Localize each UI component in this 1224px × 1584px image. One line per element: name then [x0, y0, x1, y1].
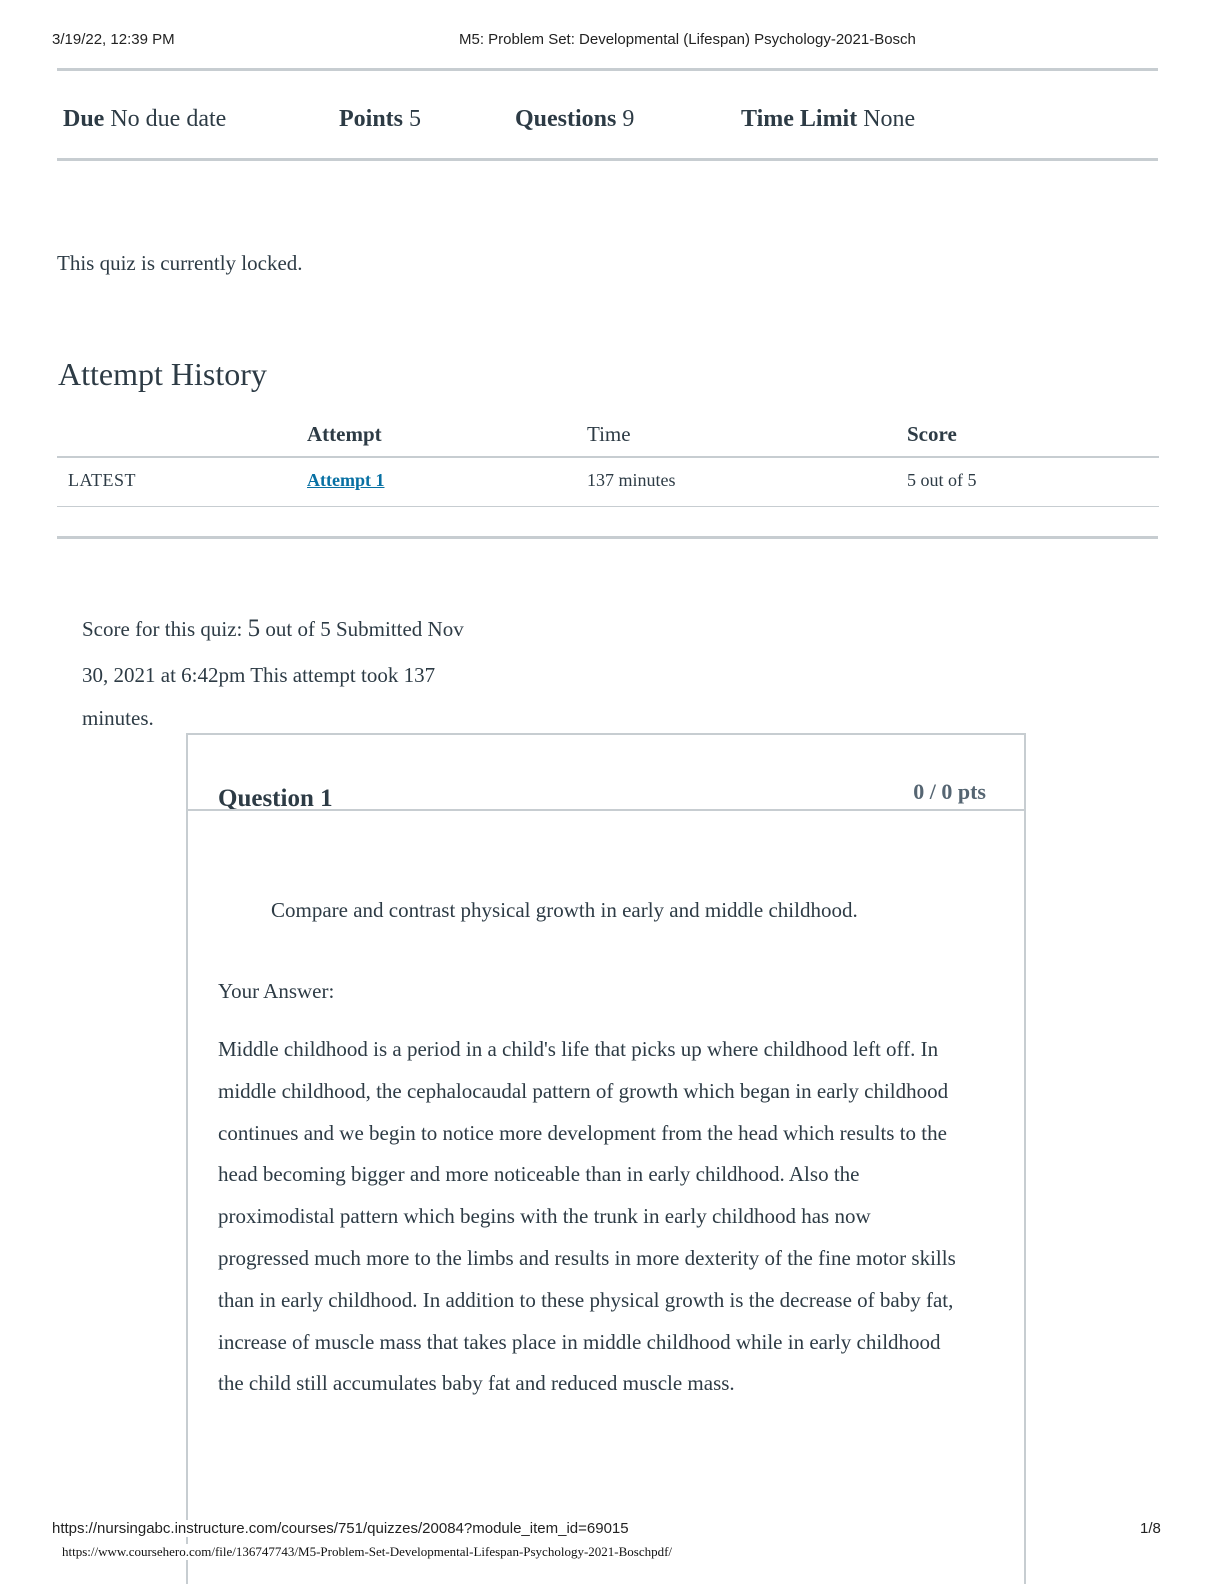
points-label: Points: [339, 106, 404, 132]
meta-bottom-divider: [57, 158, 1158, 161]
print-footer-url: https://nursingabc.instructure.com/courses/751/quizzes/20084?module_item_id=69015: [52, 1520, 629, 1537]
attempt-history-heading: Attempt History: [58, 356, 267, 392]
answer-line: continues and we begin to notice more development from the head which results to the: [218, 1120, 947, 1145]
due-label: Due: [63, 106, 105, 132]
score-prefix: Score for this quiz:: [82, 617, 243, 641]
score-suffix: out of 5 Submitted Nov: [265, 617, 464, 641]
due-value: No due date: [110, 106, 227, 132]
print-title: M5: Problem Set: Developmental (Lifespan) Psychology-2021-Bosch: [459, 31, 916, 48]
answer-line: Middle childhood is a period in a child's life that picks up where childhood left off. In: [218, 1037, 939, 1061]
meta-due: [63, 106, 226, 133]
meta-time-limit: [741, 106, 915, 133]
question-card: [186, 733, 1026, 1584]
points-value: 5: [409, 106, 422, 132]
meta-questions: [515, 106, 634, 133]
answer-line: proximodistal pattern which begins with the trunk in early childhood has now: [218, 1204, 871, 1229]
time-limit-value: None: [863, 106, 916, 132]
score-summary-line3: minutes.: [82, 706, 154, 730]
col-time-header: Time: [587, 422, 631, 446]
print-page-number: 1/8: [1140, 1520, 1161, 1537]
question-prompt: Compare and contrast physical growth in early and middle childhood.: [271, 898, 858, 922]
col-attempt-header: Attempt: [307, 422, 382, 446]
answer-line: middle childhood, the cephalocaudal pattern of growth which began in early childhood: [218, 1078, 949, 1103]
time-limit-label: Time Limit: [741, 106, 858, 132]
meta-points: [339, 106, 421, 133]
latest-tag: LATEST: [68, 470, 136, 490]
col-score-header: Score: [907, 422, 957, 446]
question-header-divider: [188, 809, 1024, 811]
answer-line: head becoming bigger and more noticeable than in early childhood. Also the: [218, 1162, 860, 1187]
answer-line: increase of muscle mass that takes place in middle childhood while in early childhood: [218, 1329, 941, 1354]
attempt-time: 137 minutes: [587, 470, 676, 490]
answer-line: than in early childhood. In addition to these physical growth is the decrease of baby fat,: [218, 1287, 954, 1312]
score-value: 5: [247, 615, 261, 642]
your-answer-label: Your Answer:: [218, 979, 335, 1003]
question-title: Question 1: [218, 785, 333, 812]
questions-value: 9: [622, 106, 635, 132]
attempt-score: 5 out of 5: [907, 470, 977, 490]
score-summary-line1: [82, 606, 464, 652]
questions-label: Questions: [515, 106, 617, 132]
attempt-1-link[interactable]: Attempt 1: [307, 470, 385, 490]
answer-text: [218, 1029, 1018, 1405]
source-url: https://www.coursehero.com/file/136747743/M5-Problem-Set-Developmental-Lifespan-Psychology-2021-Boschpdf/: [62, 1544, 673, 1559]
table-header-divider: [57, 456, 1159, 458]
lock-message: This quiz is currently locked.: [57, 251, 303, 275]
section-divider: [57, 536, 1158, 539]
answer-line: the child still accumulates baby fat and reduced muscle mass.: [218, 1371, 735, 1396]
meta-top-divider: [57, 68, 1158, 71]
print-datetime: 3/19/22, 12:39 PM: [52, 31, 175, 48]
answer-line: progressed much more to the limbs and results in more dexterity of the fine motor skills: [218, 1245, 956, 1270]
question-points: 0 / 0 pts: [913, 779, 986, 804]
score-summary: [82, 606, 464, 738]
table-row-divider: [57, 506, 1159, 507]
score-summary-line2: 30, 2021 at 6:42pm This attempt took 137: [82, 663, 436, 687]
